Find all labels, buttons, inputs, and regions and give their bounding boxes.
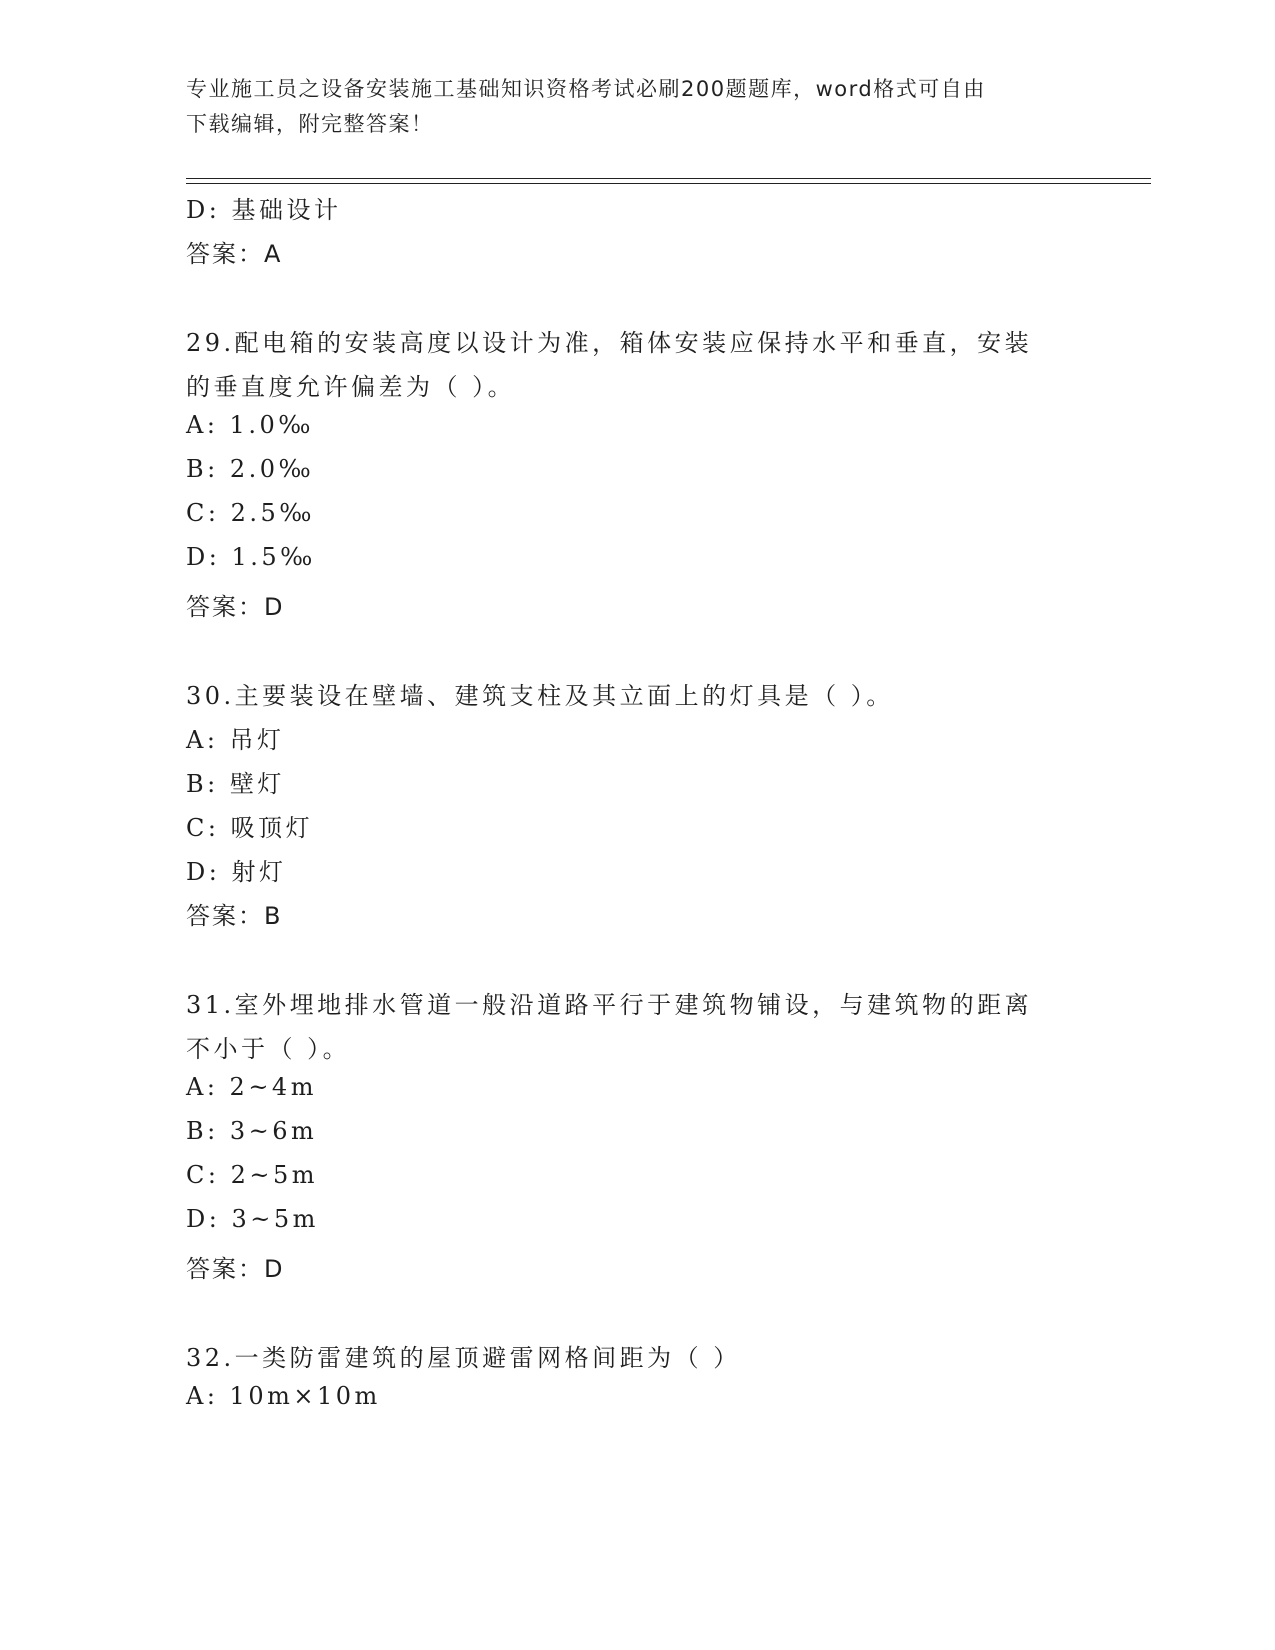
q31-option-c: C: 2~5m: [186, 1161, 318, 1189]
q29-option-c: C: 2.5‰: [186, 499, 315, 527]
q32-option-a: A: 10m×10m: [186, 1382, 381, 1410]
q32-stem-line-1: 32.一类防雷建筑的屋顶避雷网格间距为（ ）: [186, 1344, 741, 1372]
q31-stem-line-1: 31.室外埋地排水管道一般沿道路平行于建筑物铺设，与建筑物的距离: [186, 991, 1033, 1019]
q29-stem-line-2: 的垂直度允许偏差为（ ）。: [186, 373, 516, 401]
header-line-2: 下载编辑，附完整答案！: [186, 112, 434, 136]
header-divider-bottom: [186, 183, 1151, 184]
q30-option-d: D: 射灯: [186, 858, 287, 886]
prev-option-d: D: 基础设计: [186, 196, 342, 224]
q31-option-a: A: 2~4m: [186, 1073, 317, 1101]
header-divider-top: [186, 178, 1151, 179]
q31-option-d: D: 3~5m: [186, 1205, 319, 1233]
q30-option-a: A: 吊灯: [186, 726, 285, 754]
q30-answer: 答案：B: [186, 902, 283, 930]
q31-stem-line-2: 不小于（ ）。: [186, 1035, 351, 1063]
q31-answer: 答案：D: [186, 1255, 285, 1283]
q29-option-b: B: 2.0‰: [186, 455, 315, 483]
q29-stem-line-1: 29.配电箱的安装高度以设计为准，箱体安装应保持水平和垂直，安装: [186, 329, 1033, 357]
q29-answer: 答案：D: [186, 593, 285, 621]
q29-option-d: D: 1.5‰: [186, 543, 316, 571]
q31-option-b: B: 3~6m: [186, 1117, 318, 1145]
q30-option-b: B: 壁灯: [186, 770, 285, 798]
q30-stem-line-1: 30.主要装设在壁墙、建筑支柱及其立面上的灯具是（ ）。: [186, 682, 894, 710]
prev-answer: 答案：A: [186, 240, 283, 268]
document-header: [186, 72, 1066, 142]
q30-option-c: C: 吸顶灯: [186, 814, 314, 842]
q29-option-a: A: 1.0‰: [186, 411, 314, 439]
header-line-1: 专业施工员之设备安装施工基础知识资格考试必刷200题题库，word格式可自由: [186, 77, 986, 101]
